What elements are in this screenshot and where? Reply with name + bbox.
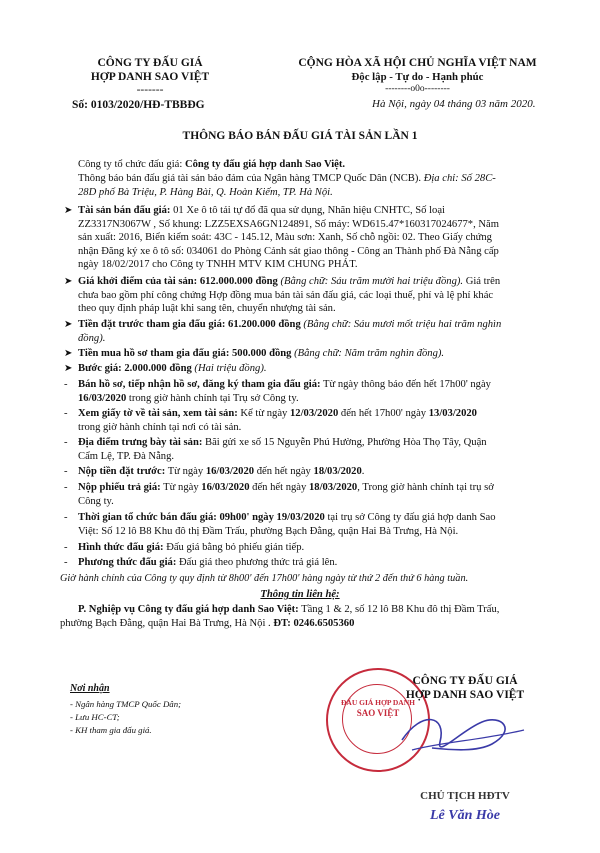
document-date: Hà Nội, ngày 04 tháng 03 năm 2020. — [372, 98, 536, 110]
arrow-bullet-icon: ➤ — [64, 348, 73, 359]
company-seal: ĐẤU GIÁ HỢP DANH SAO VIỆT — [326, 668, 430, 772]
contact-line-2: phường Bạch Đằng, quận Hai Bà Trưng, Hà Nội . ĐT: 0246.6505360 — [60, 618, 355, 629]
item-registration: Bán hồ sơ, tiếp nhận hồ sơ, đăng ký tham gia đấu giá: Từ ngày thông báo đến hết 17h00' ngày 16/03/2020 trong giờ hành chính tại Trụ sở Công ty. — [78, 379, 491, 404]
national-header: CỘNG HÒA XÃ HỘI CHỦ NGHĨA VIỆT NAM Độc lập - Tự do - Hạnh phúc --------o0o-------- — [298, 57, 537, 94]
arrow-bullet-icon: ➤ — [64, 363, 73, 374]
dash-bullet: - — [64, 466, 68, 477]
dash-bullet: - — [64, 437, 68, 448]
arrow-bullet-icon: ➤ — [64, 276, 73, 287]
signer-organization: CÔNG TY ĐẤU GIÁ HỢP DANH SAO VIỆT — [405, 675, 525, 701]
arrow-bullet-icon: ➤ — [64, 319, 73, 330]
page-title: THÔNG BÁO BÁN ĐẤU GIÁ TÀI SẢN LẦN 1 — [182, 130, 418, 142]
recipients-list: - Ngân hàng TMCP Quốc Dân; - Lưu HC-CT; - KH tham gia đấu giá. — [70, 699, 182, 735]
item-auction-method: Phương thức đấu giá: Đấu giá theo phương thức trả giá lên. — [78, 557, 338, 568]
item-dossier-fee: Tiền mua hồ sơ tham gia đấu giá: 500.000 đồng (Bằng chữ: Năm trăm nghìn đồng). — [78, 348, 445, 359]
intro-notice: Thông báo bán đấu giá tài sản bảo đảm của Ngân hàng TMCP Quốc Dân (NCB). Địa chỉ: Số 28C- — [78, 173, 496, 184]
intro-address: 28D phố Bà Triệu, P. Hàng Bài, Q. Hoàn Kiếm, TP. Hà Nội. — [78, 187, 333, 198]
signer-role: CHỦ TỊCH HĐTV — [420, 790, 510, 802]
org-name: CÔNG TY ĐẤU GIÁ HỢP DANH SAO VIỆT ------- — [90, 57, 210, 96]
item-auction-form: Hình thức đấu giá: Đấu giá bằng bỏ phiếu gián tiếp. — [78, 542, 305, 553]
item-bid-submission: Nộp phiếu trả giá: Từ ngày 16/03/2020 đến hết ngày 18/03/2020, Trong giờ hành chính tại trụ sở Công ty. — [78, 482, 494, 507]
recipients-heading: Nơi nhận — [70, 683, 110, 694]
document-number: Số: 0103/2020/HĐ-TBBĐG — [72, 99, 205, 111]
item-deposit-period: Nộp tiền đặt trước: Từ ngày 16/03/2020 đến hết ngày 18/03/2020. — [78, 466, 365, 477]
item-auction-time: Thời gian tổ chức bán đấu giá: 09h00' ngày 19/03/2020 tại trụ sở Công ty đấu giá hợp danh Sao Việt: Số 12 lô B8 Khu đô thị Đầm Trấu, phường Bạch Đằng, quận Hai Bà Trưng, Hà Nội. — [78, 512, 496, 537]
dash-bullet: - — [64, 512, 68, 523]
dash-bullet: - — [64, 482, 68, 493]
item-viewing: Xem giấy tờ về tài sản, xem tài sản: Kể từ ngày 12/03/2020 đến hết 17h00' ngày 13/03/2020 trong giờ hành chính tại nơi có tài sản. — [78, 408, 477, 433]
contact-line-1: P. Nghiệp vụ Công ty đấu giá hợp danh Sao Việt: Tầng 1 & 2, số 12 lô B8 Khu đô thị Đầm Trấu, — [78, 604, 500, 615]
item-bid-step: Bước giá: 2.000.000 đồng (Hai triệu đồng). — [78, 363, 267, 374]
contact-heading: Thông tin liên hệ: — [260, 589, 340, 600]
signer-name: Lê Văn Hòe — [430, 808, 500, 823]
item-display-location: Địa điểm trưng bày tài sản: Bãi gửi xe số 15 Nguyễn Phú Hường, Phường Hòa Thọ Tây, Quận Cẩm Lệ, TP. Đà Nẵng. — [78, 437, 487, 462]
office-hours: Giờ hành chính của Công ty quy định từ 8h00' đến 17h00' hàng ngày từ thứ 2 đến thứ 6 hàng tuần. — [60, 573, 469, 584]
dash-bullet: - — [64, 379, 68, 390]
item-starting-price: Giá khởi điểm của tài sản: 612.000.000 đồng (Bằng chữ: Sáu trăm mười hai triệu đồng). Giá trên chưa bao gồm phí công chứng Hợp đồng mua bán tài sản đấu giá, các loại thuế, phí và lệ phí khác theo quy định pháp luật khi sang tên, chuyển nhượng tài sản. — [78, 276, 501, 315]
item-deposit: Tiền đặt trước tham gia đấu giá: 61.200.000 đồng (Bằng chữ: Sáu mươi mốt triệu hai trăm nghìn đồng). — [78, 319, 502, 344]
dash-bullet: - — [64, 408, 68, 419]
handwritten-signature — [392, 700, 532, 770]
intro-organizer: Công ty tổ chức đấu giá: Công ty đấu giá hợp danh Sao Việt. — [78, 159, 346, 170]
dash-bullet: - — [64, 557, 68, 568]
dash-bullet: - — [64, 542, 68, 553]
arrow-bullet-icon: ➤ — [64, 205, 73, 216]
item-asset: Tài sản bán đấu giá: 01 Xe ô tô tải tự đổ đã qua sử dụng, Nhãn hiệu CNHTC, Số loại ZZ3317N3067W , Số khung: LZZ5EXSA6GN124891, Số máy: WD615.47*160317024677*, Năm sản xuất: 2016, Biển kiểm soát: 43C - 145.12, Màu sơn: Xanh, Số chỗ ngồi: 02. Theo Giấy chứng nhận Đăng ký xe ô tô số: 034061 do Phòng Cảnh sát giao thông - Công an Thành phố Đà Nẵng cấp ngày 18/02/2017 cho Công ty TNHH MTV KIM CHUNG PHÁT. — [78, 205, 499, 271]
